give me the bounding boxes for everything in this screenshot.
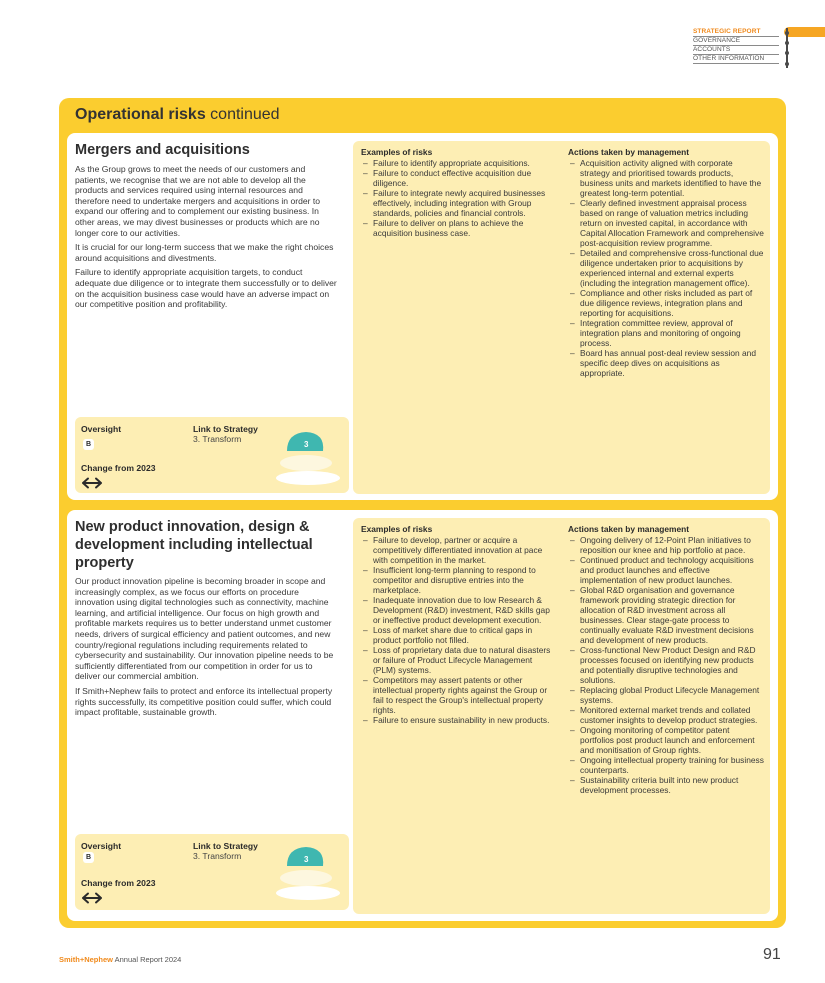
actions-heading: Actions taken by management [568, 524, 690, 534]
example-item: – Competitors may assert patents or other intellectual property rights against the Group or fail to respect the Group's intellectual property rights. [361, 675, 557, 715]
action-item: – Replacing global Product Lifecycle Management systems. [568, 685, 764, 705]
strategy-stones-icon [273, 425, 343, 485]
strategy-number: 3 [304, 855, 309, 864]
action-item: – Monitored external market trends and collated customer insights to develop product strategies. [568, 705, 764, 725]
action-item: – Detailed and comprehensive cross-functional due diligence undertaken prior to acquisitions by experienced internal and external experts (including the integration management office). [568, 248, 764, 288]
example-item: – Inadequate innovation due to low Research & Development (R&D) investment, R&D skills gap or ineffective product development execution. [361, 595, 557, 625]
section-nav [693, 28, 779, 64]
risk-title: Mergers and acquisitions [75, 142, 250, 158]
nav-accounts[interactable]: ACCOUNTS [693, 46, 779, 55]
oversight-label: Oversight [81, 424, 122, 434]
risk-card-mergers [67, 133, 778, 500]
nav-governance[interactable]: GOVERNANCE [693, 37, 779, 46]
action-item: – Cross-functional New Product Design and R&D processes focused on identifying new products and potentially disruptive technologies and solutions. [568, 645, 764, 685]
risk-card-innovation [67, 510, 778, 921]
risk-description: As the Group grows to meet the needs of our customers and patients, we recognise that we are not able to develop all the products and services required using internal resources and therefore need to undertake mergers and acquisitions in order to expand our offering and to complement our existing business. In other areas, we may divest businesses or products which are no longer core to our activities. It is crucial for our long-term success that we make the right choices around acquisitions and divestments. Failure to identify appropriate acquisition targets, to conduct adequate due diligence or to integrate them successfully or to deliver on the acquisition business case would have an adverse impact on our competitive position and profitability. [75, 164, 337, 310]
panel-title: Operational risks continued [75, 106, 280, 123]
example-item: – Loss of market share due to critical gaps in product portfolio not filled. [361, 625, 557, 645]
strategy-label: Link to Strategy [193, 841, 258, 851]
action-item: – Global R&D organisation and governance framework providing strategic direction for allocation of R&D investment across all businesses. Clear stage-gate process to continually evaluate R&D investment decisions and development of new products. [568, 585, 764, 645]
examples-column [361, 147, 557, 238]
example-item: – Failure to develop, partner or acquire a competitively differentiated innovation at pace with competition in the market. [361, 535, 557, 565]
strategy-label: Link to Strategy [193, 424, 258, 434]
left-right-arrow-icon [81, 477, 103, 489]
change-label: Change from 2023 [81, 463, 156, 473]
nav-active-tab-marker [784, 27, 825, 37]
oversight-label: Oversight [81, 841, 122, 851]
risk-description: Our product innovation pipeline is becoming broader in scope and increasingly complex, as we focus our efforts on procedure innovation using digital technologies such as connectivity, machine learning, and artificial intelligence. Our focus on high growth and profitable markets requires us to better understand unmet customer needs, drivers of surgical efficiency and patient outcomes, and new country/regional regulations including requirements related to cybersecurity and sustainability. Our innovation pipeline needs to be sufficiently differentiated from our competition in order for us to deliver our commercial ambition. If Smith+Nephew fails to protect and enforce its intellectual property rights successfully, its competitive position could suffer, which could impact profitable, sustainable growth. [75, 576, 334, 718]
left-right-arrow-icon [81, 892, 103, 904]
example-item: – Failure to deliver on plans to achieve the acquisition business case. [361, 218, 557, 238]
example-item: – Loss of proprietary data due to natural disasters or failure of Product Lifecycle Management (PLM) systems. [361, 645, 557, 675]
actions-column [568, 147, 764, 378]
action-item: – Board has annual post-deal review session and specific deep dives on acquisitions as appropriate. [568, 348, 764, 378]
oversight-badge: B [83, 439, 94, 450]
example-item: – Failure to integrate newly acquired businesses effectively, including integration with Group standards, policies and financial controls. [361, 188, 557, 218]
example-item: – Insufficient long-term planning to respond to competitor and disruptive entries into the marketplace. [361, 565, 557, 595]
examples-heading: Examples of risks [361, 147, 433, 157]
action-item: – Clearly defined investment appraisal process based on range of valuation metrics including return on invested capital, in accordance with Capital Allocation Framework and comprehensive post-acquisition review programme. [568, 198, 764, 248]
nav-rail [786, 28, 788, 68]
examples-heading: Examples of risks [361, 524, 433, 534]
examples-column [361, 524, 557, 725]
risk-detail-box [353, 141, 770, 494]
nav-strategic-report[interactable]: STRATEGIC REPORT [693, 28, 779, 37]
example-item: – Failure to conduct effective acquisition due diligence. [361, 168, 557, 188]
example-item: – Failure to ensure sustainability in new products. [361, 715, 557, 725]
operational-risks-panel [59, 98, 786, 928]
risk-title: New product innovation, design & development including intellectual property [75, 519, 313, 571]
action-item: – Continued product and technology acquisitions and product launches and effective implementation of new product launches. [568, 555, 764, 585]
strategy-value: 3. Transform [193, 434, 242, 444]
strategy-value: 3. Transform [193, 851, 242, 861]
action-item: – Acquisition activity aligned with corporate strategy and prioritised towards products, business units and markets identified to have the greatest long-term potential. [568, 158, 764, 198]
page-number: 91 [763, 946, 781, 963]
risk-detail-box [353, 518, 770, 914]
actions-heading: Actions taken by management [568, 147, 690, 157]
action-item: – Ongoing monitoring of competitor patent portfolios post product launch and enforcement and monitisation of Group rights. [568, 725, 764, 755]
strategy-stones-icon [273, 840, 343, 900]
example-item: – Failure to identify appropriate acquisitions. [361, 158, 557, 168]
risk-meta-box [75, 417, 349, 493]
footer-brand: Smith+Nephew Annual Report 2024 [59, 955, 182, 964]
action-item: – Integration committee review, approval of integration plans and monitoring of ongoing process. [568, 318, 764, 348]
oversight-badge: B [83, 852, 94, 863]
action-item: – Sustainability criteria built into new product development processes. [568, 775, 764, 795]
action-item: – Ongoing delivery of 12-Point Plan initiatives to reposition our knee and hip portfolio at pace. [568, 535, 764, 555]
nav-other-information[interactable]: OTHER INFORMATION [693, 55, 779, 64]
action-item: – Compliance and other risks included as part of due diligence reviews, integration plans and reporting for acquisitions. [568, 288, 764, 318]
risk-meta-box [75, 834, 349, 910]
change-label: Change from 2023 [81, 878, 156, 888]
action-item: – Ongoing intellectual property training for business counterparts. [568, 755, 764, 775]
strategy-number: 3 [304, 440, 309, 449]
actions-column [568, 524, 764, 795]
